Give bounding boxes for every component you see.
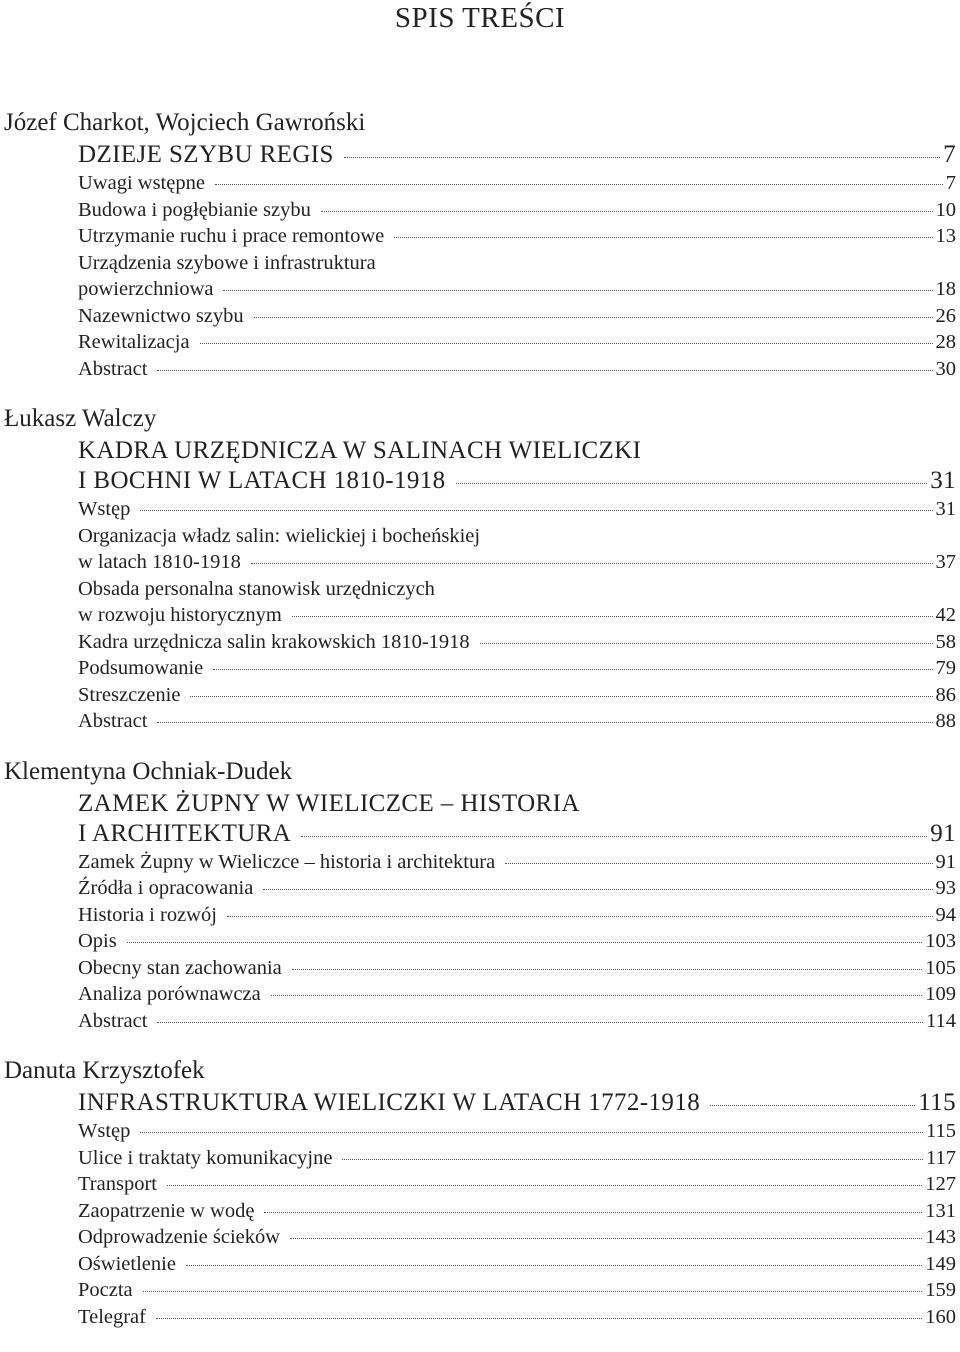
dot-leader xyxy=(200,343,933,344)
dot-leader xyxy=(264,1212,922,1213)
toc-entry-row[interactable] xyxy=(78,303,956,330)
dot-leader xyxy=(480,643,933,644)
toc-section xyxy=(0,1056,960,1330)
dot-leader xyxy=(213,669,932,670)
toc-entry-text: powierzchniowa xyxy=(78,278,214,300)
dot-leader xyxy=(290,1238,922,1239)
toc-entry-row[interactable] xyxy=(78,928,956,955)
section-author: Klementyna Ochniak-Dudek xyxy=(4,757,293,785)
dot-leader xyxy=(271,995,923,996)
toc-entry-row[interactable] xyxy=(78,1008,956,1035)
toc-entry-row[interactable] xyxy=(78,1304,956,1331)
dot-leader xyxy=(251,563,933,564)
toc-entry-text: Nazewnictwo szybu xyxy=(78,304,244,327)
toc-entry-row[interactable] xyxy=(78,549,956,576)
chapter-title-text: DZIEJE SZYBU REGIS xyxy=(78,141,334,168)
dot-leader xyxy=(127,942,923,943)
toc-entry-text: Analiza porównawcza xyxy=(78,983,261,1005)
dot-leader xyxy=(223,290,932,291)
dot-leader xyxy=(157,722,932,723)
dot-leader xyxy=(215,184,943,185)
toc-entry-text: Uwagi wstępne xyxy=(78,172,205,194)
dot-leader xyxy=(394,237,932,238)
toc-entry-row[interactable] xyxy=(78,276,956,303)
chapter-title-text: INFRASTRUKTURA WIELICZKI W LATACH 1772-1918 xyxy=(78,1089,701,1116)
toc-entry-text: Utrzymanie ruchu i prace remontowe xyxy=(78,225,385,247)
section-author: Józef Charkot, Wojciech Gawroński xyxy=(4,109,366,136)
page-number: 58 xyxy=(935,630,956,653)
toc-entry-text: Telegraf xyxy=(78,1305,146,1328)
toc-entry-row[interactable] xyxy=(78,170,956,197)
toc-entry-row[interactable] xyxy=(78,955,956,982)
toc-entry-row[interactable] xyxy=(78,682,956,709)
dot-leader xyxy=(140,510,932,511)
page-number: 28 xyxy=(935,331,956,353)
chapter-title-row[interactable] xyxy=(78,140,956,170)
page-number: 109 xyxy=(925,983,956,1005)
dot-leader xyxy=(190,696,932,697)
toc-entry-row[interactable] xyxy=(78,1224,956,1251)
toc-entry-text: w rozwoju historycznym xyxy=(78,604,282,626)
toc-entry-row[interactable] xyxy=(78,1198,956,1225)
page-number: 127 xyxy=(925,1173,956,1195)
page-number: 42 xyxy=(935,604,956,626)
toc-entry-text: Abstract xyxy=(78,357,148,380)
toc-entry-row[interactable] xyxy=(78,356,956,383)
toc-entry-text-line: Organizacja władz salin: wielickiej i bocheńskiej xyxy=(78,524,481,547)
toc-entry-text: Zamek Żupny w Wieliczce – historia i architektura xyxy=(78,850,496,873)
chapter-title-row[interactable] xyxy=(78,1088,956,1118)
page-number: 79 xyxy=(935,657,956,679)
page-number: 149 xyxy=(925,1252,956,1275)
toc-entry-text: Streszczenie xyxy=(78,683,181,706)
toc-entry-row[interactable] xyxy=(78,1118,956,1145)
section-author: Łukasz Walczy xyxy=(4,405,157,432)
toc-entry-row[interactable] xyxy=(78,849,956,876)
toc-entry-text: Podsumowanie xyxy=(78,657,204,679)
toc-entry-text: Obecny stan zachowania xyxy=(78,956,282,979)
dot-leader xyxy=(321,211,933,212)
chapter-title-text-line: ZAMEK ŻUPNY W WIELICZCE – HISTORIA xyxy=(78,789,580,817)
dot-leader xyxy=(167,1185,922,1186)
page-number: 117 xyxy=(926,1146,956,1169)
dot-leader xyxy=(292,616,933,617)
page-number: 7 xyxy=(943,141,956,168)
chapter-title-row[interactable] xyxy=(78,819,956,849)
dot-leader xyxy=(344,157,940,158)
page-title: SPIS TREŚCI xyxy=(394,2,566,34)
toc-entry-text: Transport xyxy=(78,1173,157,1195)
toc-entry-row[interactable] xyxy=(78,602,956,629)
toc-entry-text: Wstęp xyxy=(78,498,131,520)
page-number: 86 xyxy=(935,683,956,706)
dot-leader xyxy=(342,1159,923,1160)
toc-entry-text: Wstęp xyxy=(78,1120,131,1142)
chapter-title-text: I BOCHNI W LATACH 1810-1918 xyxy=(78,467,446,494)
dot-leader xyxy=(156,1318,922,1319)
toc-entry-text: Opis xyxy=(78,930,117,952)
page-number: 94 xyxy=(935,903,956,926)
toc-section xyxy=(0,108,960,382)
toc-entry-row[interactable] xyxy=(78,496,956,523)
dot-leader xyxy=(301,836,927,837)
toc-entry-row[interactable] xyxy=(78,1251,956,1278)
toc-entry-row[interactable] xyxy=(78,629,956,656)
toc-entry-row[interactable] xyxy=(78,329,956,356)
page-number: 114 xyxy=(926,1009,956,1032)
dot-leader xyxy=(254,317,933,318)
toc-entry-row[interactable] xyxy=(78,875,956,902)
toc-entry-text: Kadra urzędnicza salin krakowskich 1810-1918 xyxy=(78,630,470,653)
toc-entry-text: Rewitalizacja xyxy=(78,331,190,353)
page-number: 115 xyxy=(918,1089,956,1116)
dot-leader xyxy=(456,483,928,484)
toc-entry-row[interactable] xyxy=(78,902,956,929)
dot-leader xyxy=(227,916,933,917)
toc-entry-row[interactable] xyxy=(78,223,956,250)
dot-leader xyxy=(292,969,922,970)
page-number: 7 xyxy=(945,172,956,194)
toc-entry-row[interactable] xyxy=(78,981,956,1008)
dot-leader xyxy=(710,1105,915,1106)
dot-leader xyxy=(157,370,932,371)
toc-entry-row[interactable] xyxy=(78,197,956,224)
chapter-title-text: I ARCHITEKTURA xyxy=(78,819,292,847)
dot-leader xyxy=(143,1291,923,1292)
toc-entry-row[interactable] xyxy=(78,655,956,682)
page-number: 10 xyxy=(935,198,956,221)
toc-entry-text: Budowa i pogłębianie szybu xyxy=(78,198,311,221)
page-number: 37 xyxy=(935,551,956,573)
toc-entry-text: Ulice i traktaty komunikacyjne xyxy=(78,1146,333,1169)
toc-entry-text: Odprowadzenie ścieków xyxy=(78,1226,281,1248)
dot-leader xyxy=(140,1132,923,1133)
chapter-title-text-line: KADRA URZĘDNICZA W SALINACH WIELICZKI xyxy=(78,437,642,464)
table-of-contents xyxy=(0,108,960,1352)
chapter-title-row[interactable] xyxy=(78,466,956,496)
toc-entry-text-line: Urządzenia szybowe i infrastruktura xyxy=(78,251,376,274)
dot-leader xyxy=(157,1022,923,1023)
toc-entry-text: Źródła i opracowania xyxy=(78,877,254,899)
toc-section xyxy=(0,404,960,735)
page-number: 103 xyxy=(925,930,956,952)
toc-entry-row[interactable] xyxy=(78,1277,956,1304)
toc-entry-text: Oświetlenie xyxy=(78,1252,176,1275)
dot-leader xyxy=(505,863,932,864)
page-number: 105 xyxy=(925,956,956,979)
page-number: 31 xyxy=(935,498,956,520)
page-number: 13 xyxy=(935,225,956,247)
page-number: 18 xyxy=(935,278,956,300)
page-number: 93 xyxy=(935,877,956,899)
toc-entry-text: w latach 1810-1918 xyxy=(78,551,241,573)
dot-leader xyxy=(263,889,932,890)
dot-leader xyxy=(186,1265,922,1266)
page-number: 30 xyxy=(935,357,956,380)
toc-entry-row[interactable] xyxy=(78,1145,956,1172)
toc-entry-text-line: Obsada personalna stanowisk urzędniczych xyxy=(78,577,435,600)
page-number: 26 xyxy=(935,304,956,327)
toc-entry-row[interactable] xyxy=(78,708,956,735)
toc-entry-text: Abstract xyxy=(78,710,148,732)
page-number: 115 xyxy=(926,1120,956,1142)
page-number: 131 xyxy=(925,1199,956,1222)
toc-entry-text: Zaopatrzenie w wodę xyxy=(78,1199,255,1222)
toc-section xyxy=(0,757,960,1035)
section-author: Danuta Krzysztofek xyxy=(4,1057,205,1084)
page-number: 31 xyxy=(930,467,956,494)
page-number: 143 xyxy=(925,1226,956,1248)
toc-entry-row[interactable] xyxy=(78,1171,956,1198)
toc-entry-text: Historia i rozwój xyxy=(78,903,217,926)
page-number: 160 xyxy=(925,1305,956,1328)
toc-entry-text: Poczta xyxy=(78,1279,133,1301)
page-number: 91 xyxy=(930,819,956,847)
page-number: 91 xyxy=(935,850,956,873)
page-number: 159 xyxy=(925,1279,956,1301)
toc-entry-text: Abstract xyxy=(78,1009,148,1032)
page-number: 88 xyxy=(935,710,956,732)
